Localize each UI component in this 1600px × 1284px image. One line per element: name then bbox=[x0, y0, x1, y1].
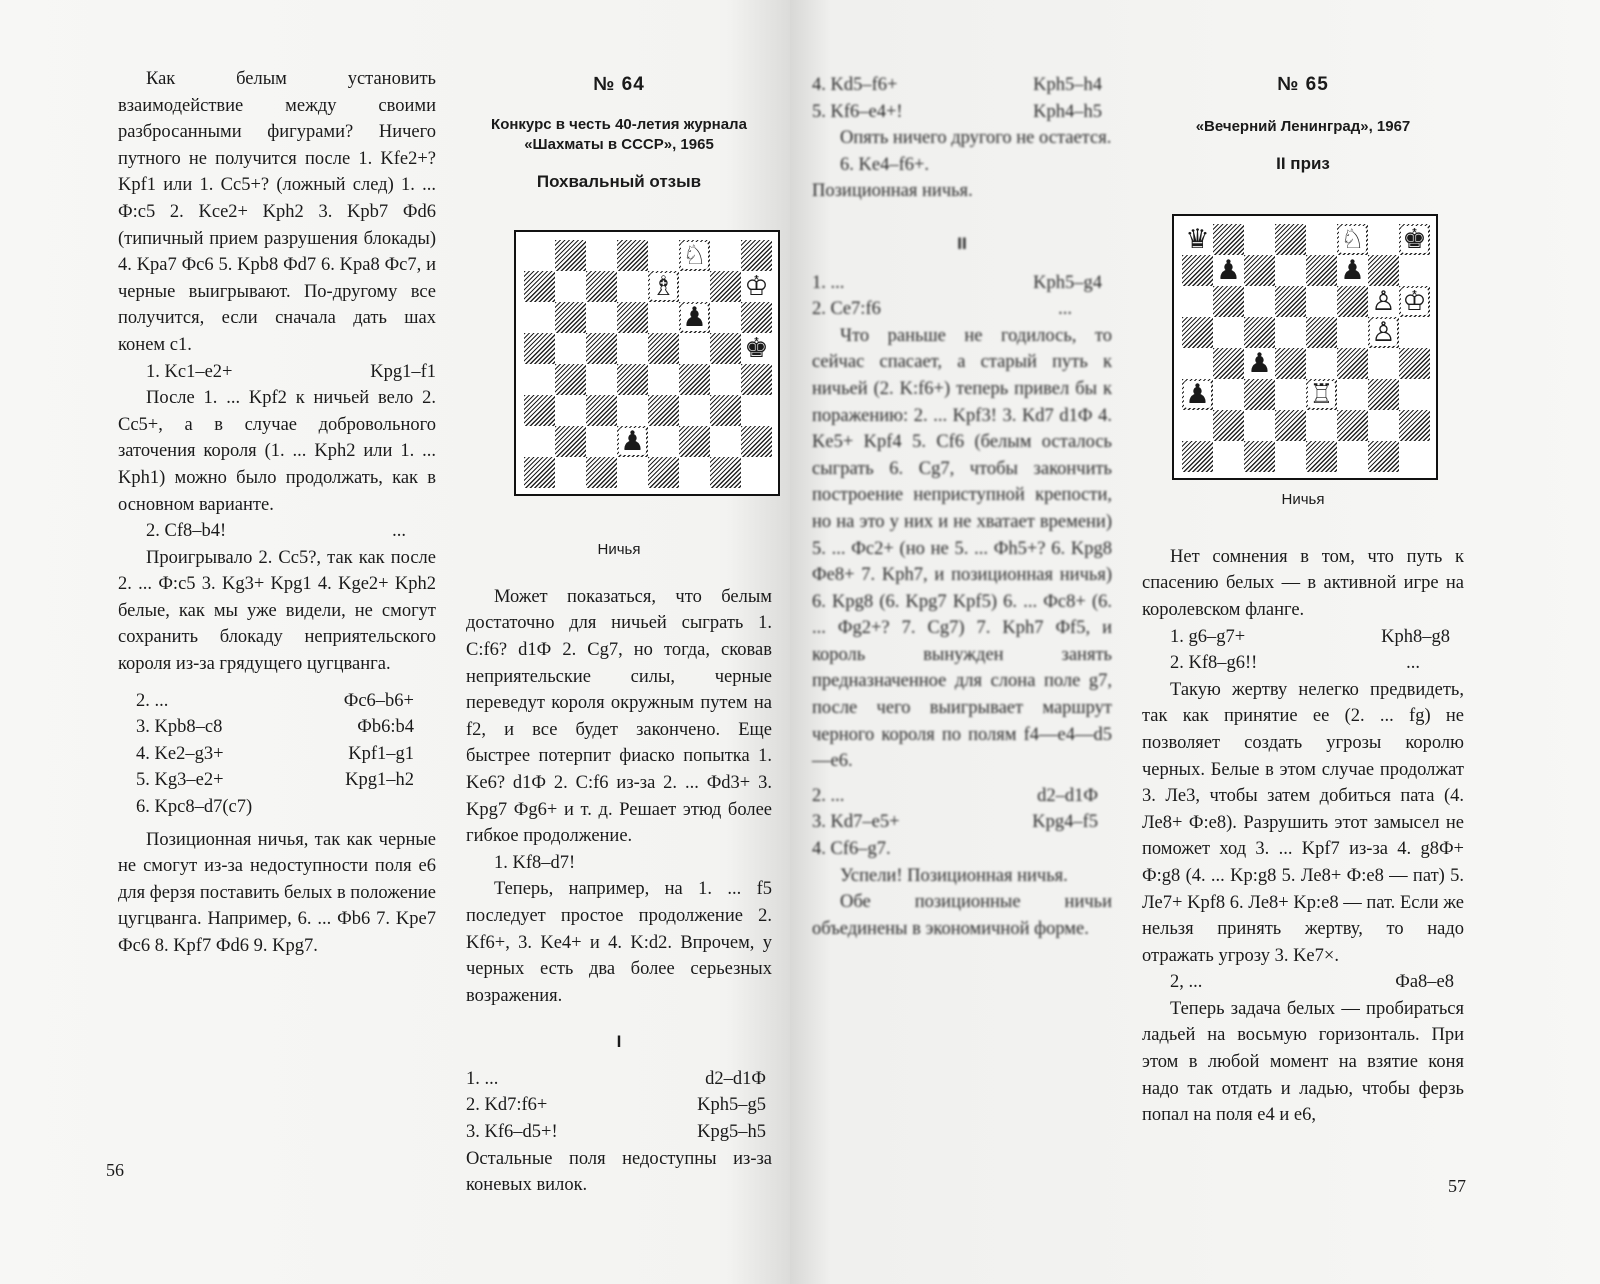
board-square bbox=[1275, 410, 1306, 441]
board-square bbox=[1399, 410, 1430, 441]
board-square bbox=[617, 333, 648, 364]
board-square bbox=[1306, 348, 1337, 379]
board-square bbox=[1306, 224, 1337, 255]
paragraph: Успели! Позиционная ничья. bbox=[840, 865, 1068, 886]
move-line: 2. Kf8–g6!! ... bbox=[1170, 653, 1420, 674]
board-square bbox=[586, 457, 617, 488]
text-column-3 bbox=[812, 72, 1112, 942]
board-square bbox=[524, 302, 555, 333]
section-heading: I bbox=[616, 1032, 622, 1052]
result-caption: Ничья bbox=[1281, 491, 1325, 509]
paragraph: Что раньше не годилось, то сейчас спасает, а старый путь к ничьей (2. K:f6+) теперь привел бы к поражению: 2. ... Kpf3! 3. Kd7 d1Ф 4. Ke5+ Kpf4 5. Cf6 (белым осталось сыграть 6. Cg7, чтобы закончить построение неприступной крепости, но на это у них и не хватает времени) 5. ... Фc2+ (но не 5. ... Фh5+? 6. Kpg8 Фe8+ 7. Kph7, и позиционная ничья) 6. Kpg8 (6. Kpg7 Kpf5) 6. ... Фc8+ (6. ... Фg2+? 7. Cg7) 7. Kph7 Фf5, и король вынужден занять предназначенное для слона поле g7, после чего выигрывает маршрут черного короля по полям f4—e4—d5—e6. bbox=[812, 325, 1112, 772]
black-pawn-piece: ♟ bbox=[682, 302, 707, 333]
award-title: II приз bbox=[1276, 153, 1330, 173]
move-line: 2. ... Фc6–b6+ bbox=[136, 690, 414, 711]
board-square bbox=[1182, 410, 1213, 441]
board-square bbox=[524, 395, 555, 426]
move-line: 4. Kd5–f6+ Kph5–h4 bbox=[812, 75, 1102, 95]
board-square bbox=[1399, 255, 1430, 286]
board-square bbox=[1275, 379, 1306, 410]
board-square bbox=[648, 240, 679, 271]
board-square bbox=[1368, 441, 1399, 472]
paragraph: Опять ничего другого не остается. bbox=[840, 128, 1112, 149]
board-square bbox=[1182, 441, 1213, 472]
result-caption: Ничья bbox=[597, 541, 641, 559]
board-square bbox=[741, 302, 772, 333]
board-square bbox=[741, 364, 772, 395]
board-square bbox=[1213, 410, 1244, 441]
move-line: 1. g6–g7+ Kph8–g8 bbox=[1170, 626, 1450, 647]
board-square bbox=[1213, 441, 1244, 472]
paragraph: Теперь задача белых — пробираться ладьей на восьмую горизонталь. При этом в любой момент на взятие коня надо так отдать и ладью, чтобы ферзь попал на поля e4 и e6, bbox=[1142, 998, 1464, 1126]
white-pawn-piece: ♙ bbox=[1371, 286, 1396, 317]
board-square bbox=[586, 271, 617, 302]
board-square bbox=[1399, 348, 1430, 379]
contest-title: Конкурс в честь 40-летия журнала «Шахматы в СССР», 1965 bbox=[491, 115, 747, 153]
board-square bbox=[1275, 441, 1306, 472]
board-square bbox=[1399, 317, 1430, 348]
board-square bbox=[679, 364, 710, 395]
board-square bbox=[1275, 348, 1306, 379]
board-square bbox=[524, 426, 555, 457]
paragraph: Обе позиционные ничьи объединены в экономичной форме. bbox=[812, 892, 1112, 939]
board-square bbox=[1244, 379, 1275, 410]
white-bishop-piece: ♗ bbox=[651, 271, 676, 302]
board-square bbox=[710, 240, 741, 271]
paragraph: После 1. ... Kpf2 к ничьей вело 2. Cc5+, а в случае добровольного заточения короля (1. ... Kph2 или 1. ... Kph1) можно было продолжать, как в основном варианте. bbox=[118, 388, 436, 515]
board-square bbox=[1337, 410, 1368, 441]
chess-diagram-64 bbox=[514, 230, 780, 496]
board-square bbox=[1368, 255, 1399, 286]
board-square bbox=[1275, 224, 1306, 255]
move-line: 2. ... d2–d1Ф bbox=[812, 785, 1098, 806]
move-line: 5. Kf6–e4+! Kph4–h5 bbox=[812, 101, 1102, 122]
board-square bbox=[1337, 441, 1368, 472]
chess-diagram-65 bbox=[1172, 214, 1438, 480]
board-square bbox=[1275, 317, 1306, 348]
board-square bbox=[586, 426, 617, 457]
board-square bbox=[648, 364, 679, 395]
board-square bbox=[1182, 348, 1213, 379]
board-square bbox=[1368, 379, 1399, 410]
board-square bbox=[586, 395, 617, 426]
move-line: 2. Cf8–b4! ... bbox=[146, 521, 406, 542]
white-rook-piece: ♖ bbox=[1309, 379, 1334, 410]
board-square bbox=[1213, 224, 1244, 255]
board-square bbox=[1368, 410, 1399, 441]
board-square bbox=[1337, 317, 1368, 348]
board-square bbox=[524, 364, 555, 395]
move-line: 2. Kd7:f6+ Kph5–g5 bbox=[466, 1095, 766, 1116]
paragraph: Проигрывало 2. Cc5?, так как после 2. ... Ф:c5 3. Kg3+ Kpg1 4. Kge2+ Kph2 белые, как мы уже видели, не смогут сохранить блокаду неприятельского короля из-за грядущего цугцванга. bbox=[118, 547, 436, 675]
board-square bbox=[679, 457, 710, 488]
paragraph: Такую жертву нелегко предвидеть, так как принятие ее (2. ... fg) не позволяет создать угрозы королю черных. Белые в этом случае продолжат 3. Лe3, чтобы затем добиться пата (4. Лe8+ Ф:e8). Разрушить этот замысел не поможет ход 3. ... Kpf7 из-за 4. g8Ф+ Ф:g8 (4. ... Kp:g8 5. Лe8+ Ф:e8 — пат) 5. Лe7+ Kpf8 6. Лe8+ Kp:e8 — пат. Если же нельзя принять жертву, то надо отражать угрозу 3. Ke7×. bbox=[1142, 679, 1464, 966]
move-line: 4. Cf6–g7. bbox=[812, 839, 891, 860]
board-square bbox=[1244, 441, 1275, 472]
board-square bbox=[1337, 379, 1368, 410]
board-square bbox=[741, 426, 772, 457]
board-square bbox=[1306, 317, 1337, 348]
board-square bbox=[617, 240, 648, 271]
move-line: 3. Kpb8–c8 Фb6:b4 bbox=[136, 717, 414, 738]
board-square bbox=[648, 457, 679, 488]
board-square bbox=[710, 333, 741, 364]
board-square bbox=[1213, 348, 1244, 379]
board-square bbox=[1213, 317, 1244, 348]
move-line: 2. Ce7:f6 ... bbox=[812, 299, 1072, 320]
move-line: 1. ... d2–d1Ф bbox=[466, 1068, 766, 1089]
board-square bbox=[555, 457, 586, 488]
board-square bbox=[524, 271, 555, 302]
board-square bbox=[555, 426, 586, 457]
white-knight-piece: ♘ bbox=[1340, 224, 1365, 255]
board-square bbox=[710, 364, 741, 395]
paragraph: Позиционная ничья. bbox=[812, 181, 973, 202]
paragraph: Нет сомнения в том, что путь к спасению белых — в активной игре на королевском фланге. bbox=[1142, 546, 1464, 620]
board-square bbox=[555, 333, 586, 364]
board-square bbox=[648, 333, 679, 364]
white-king-piece: ♔ bbox=[744, 271, 769, 302]
board-square bbox=[1182, 255, 1213, 286]
black-king-piece: ♚ bbox=[1402, 224, 1427, 255]
board-square bbox=[1306, 255, 1337, 286]
board-square bbox=[617, 302, 648, 333]
board-square bbox=[648, 302, 679, 333]
board-square bbox=[617, 457, 648, 488]
black-pawn-piece: ♟ bbox=[1216, 255, 1241, 286]
board-square bbox=[648, 395, 679, 426]
board-square bbox=[1275, 286, 1306, 317]
board-square bbox=[1399, 441, 1430, 472]
board-square bbox=[710, 457, 741, 488]
page-number-left: 56 bbox=[106, 1160, 124, 1180]
board-square bbox=[1368, 348, 1399, 379]
study-number: № 64 bbox=[593, 74, 645, 95]
board-square bbox=[617, 395, 648, 426]
board-square bbox=[1244, 286, 1275, 317]
board-square bbox=[1244, 410, 1275, 441]
move-line: 1. ... Kph5–g4 bbox=[812, 272, 1102, 293]
black-pawn-piece: ♟ bbox=[620, 426, 645, 457]
board-square bbox=[524, 240, 555, 271]
board-square bbox=[679, 395, 710, 426]
black-king-piece: ♚ bbox=[744, 333, 769, 364]
paragraph: Остальные поля недоступны из-за коневых вилок. bbox=[466, 1148, 772, 1196]
board-square bbox=[1306, 286, 1337, 317]
board-square bbox=[555, 395, 586, 426]
move-line: 6. Ke4–f6+. bbox=[840, 154, 930, 175]
move-line: 1. Kf8–d7! bbox=[494, 852, 576, 873]
board-square bbox=[1337, 348, 1368, 379]
move-line: 6. Kpc8–d7(c7) bbox=[136, 797, 253, 818]
move-line: 1. Kc1–e2+ Kpg1–f1 bbox=[146, 361, 436, 382]
paragraph: Может показаться, что белым достаточно для ничьей сыграть 1. C:f6? d1Ф 2. Cg7, но тогда, сковав неприятельские силы, черные переведут короля окружным путем на f2, и все будет закончено. Еще быстрее потерпит фиаско попытка 1. Ke6? d1Ф 2. C:f6 из-за 2. ... Фd3+ 3. Kpg7 Фg6+ и т. д. Решает этюд более гибкое продолжение. bbox=[466, 586, 772, 847]
white-king-piece: ♔ bbox=[1402, 286, 1427, 317]
board-square bbox=[617, 364, 648, 395]
board-square bbox=[555, 302, 586, 333]
move-line: 5. Kg3–e2+ Kpg1–h2 bbox=[136, 770, 414, 791]
paragraph: Как белым установить взаимодействие между своими разбросанными фигурами? Ничего путного не получится после 1. Kfe2+? Kpf1 или 1. Cc5+? (ложный след) 1. ... Ф:c5 2. Kce2+ Kph2 3. Kpb7 Фd6 (типичный прием разрушения блокады) 4. Kpa7 Фc6 5. Kpb8 Фd7 6. Kpa8 Фc7, и черные выигрывают. По-другому все получится, если сначала дать шах конем c1. bbox=[118, 69, 436, 355]
move-line: 2, ... Фa8–e8 bbox=[1170, 972, 1454, 993]
paragraph: Теперь, например, на 1. ... f5 последует простое продолжение 2. Kf6+, 3. Ke4+ и 4. K:d2. Впрочем, у черных есть два более серьезных возражения. bbox=[466, 879, 772, 1006]
move-line: 3. Kf6–d5+! Kpg5–h5 bbox=[466, 1122, 766, 1143]
source-title: «Вечерний Ленинград», 1967 bbox=[1195, 117, 1411, 135]
black-pawn-piece: ♟ bbox=[1185, 379, 1210, 410]
board-square bbox=[710, 426, 741, 457]
board-square bbox=[1275, 255, 1306, 286]
board-square bbox=[1244, 255, 1275, 286]
board-square bbox=[1244, 224, 1275, 255]
board-square bbox=[1182, 317, 1213, 348]
board-square bbox=[555, 364, 586, 395]
board-square bbox=[710, 302, 741, 333]
board-square bbox=[1182, 286, 1213, 317]
page-number-right: 57 bbox=[1448, 1176, 1466, 1196]
board-square bbox=[679, 426, 710, 457]
board-square bbox=[1213, 379, 1244, 410]
board-square bbox=[710, 271, 741, 302]
board-square bbox=[679, 333, 710, 364]
board-square bbox=[1368, 224, 1399, 255]
white-knight-piece: ♘ bbox=[682, 240, 707, 271]
board-square bbox=[555, 271, 586, 302]
board-square bbox=[741, 457, 772, 488]
black-pawn-piece: ♟ bbox=[1247, 348, 1272, 379]
board-square bbox=[586, 333, 617, 364]
board-square bbox=[617, 271, 648, 302]
black-queen-piece: ♛ bbox=[1185, 224, 1210, 255]
board-square bbox=[1244, 317, 1275, 348]
study-number: № 65 bbox=[1277, 74, 1329, 95]
board-square bbox=[586, 364, 617, 395]
board-square bbox=[1306, 410, 1337, 441]
paragraph: Позиционная ничья, так как черные не смогут из-за недоступности поля e6 для ферзя поставить белых в положение цугцванга. Например, 6. ... Фb6 7. Kpe7 Фc6 8. Kpf7 Фd6 9. Kpg7. bbox=[118, 829, 436, 956]
board-square bbox=[648, 426, 679, 457]
black-pawn-piece: ♟ bbox=[1340, 255, 1365, 286]
move-line: 3. Kd7–e5+ Kpg4–f5 bbox=[812, 812, 1098, 833]
board-square bbox=[586, 302, 617, 333]
white-pawn-piece: ♙ bbox=[1371, 317, 1396, 348]
text-column-1 bbox=[118, 66, 436, 960]
board-square bbox=[679, 271, 710, 302]
board-square bbox=[710, 395, 741, 426]
board-square bbox=[741, 395, 772, 426]
board-square bbox=[1337, 286, 1368, 317]
board-square bbox=[586, 240, 617, 271]
board-square bbox=[741, 240, 772, 271]
section-heading: II bbox=[957, 233, 967, 253]
board-square bbox=[1213, 286, 1244, 317]
board-square bbox=[524, 457, 555, 488]
board-square bbox=[1306, 441, 1337, 472]
board-square bbox=[1399, 379, 1430, 410]
move-line: 4. Ke2–g3+ Kpf1–g1 bbox=[136, 743, 414, 764]
board-square bbox=[524, 333, 555, 364]
award-title: Похвальный отзыв bbox=[536, 171, 702, 191]
board-square bbox=[555, 240, 586, 271]
